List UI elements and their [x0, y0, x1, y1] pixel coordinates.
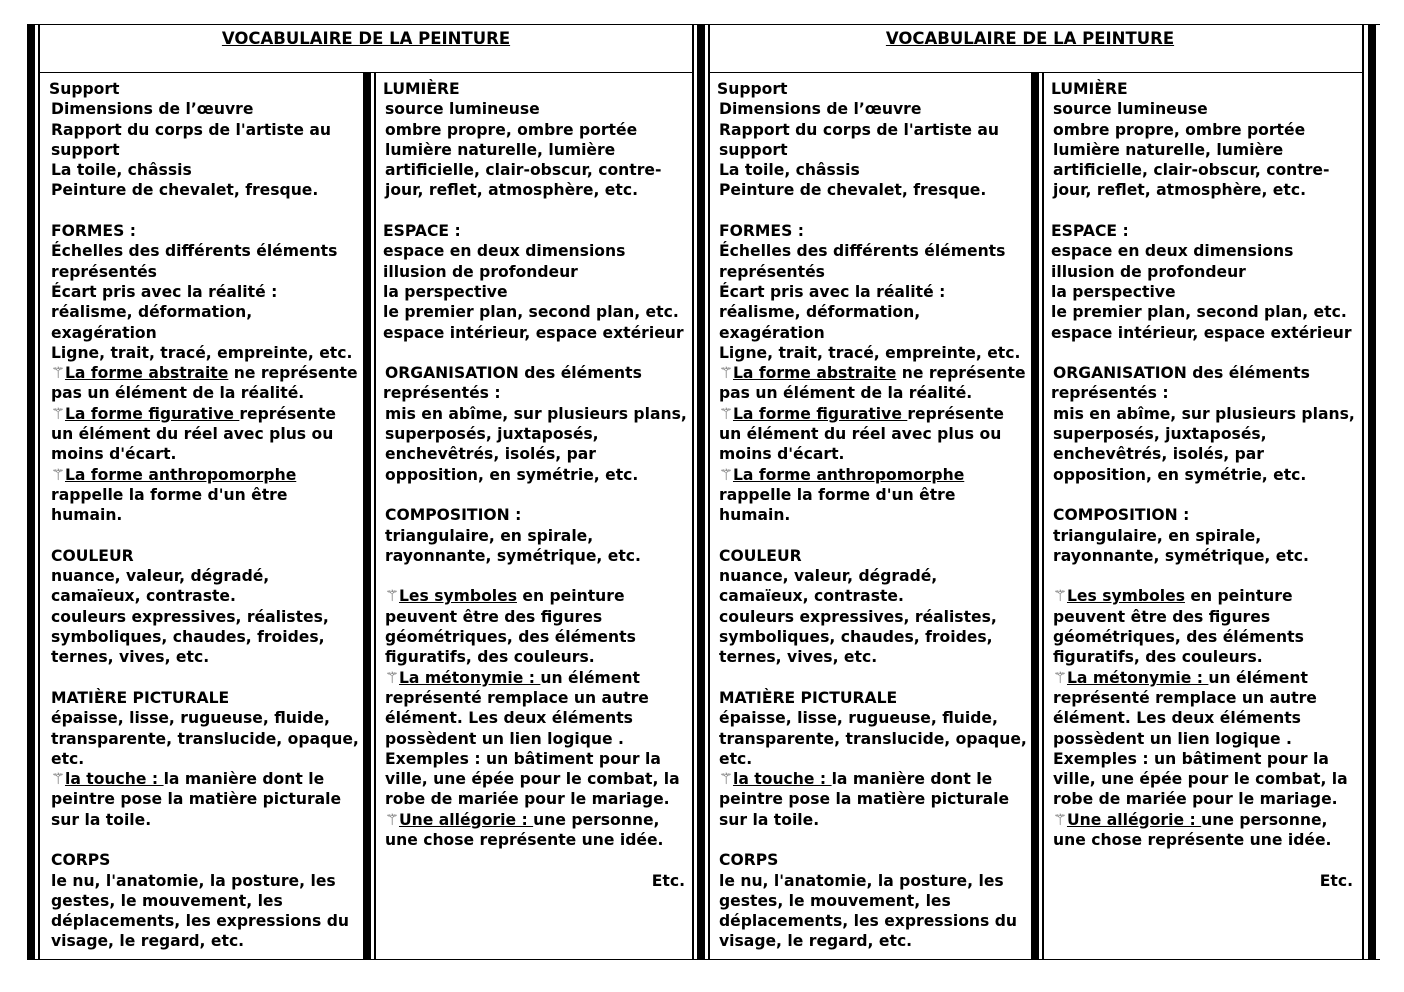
- right-column: [1051, 79, 1353, 891]
- page-title: VOCABULAIRE DE LA PEINTURE: [221, 29, 511, 48]
- caduceus-icon: ⚚: [51, 465, 65, 484]
- term-allegorie: Une allégorie :: [1066, 810, 1202, 829]
- term-touche: la touche :: [64, 770, 164, 789]
- text-line: etc.: [51, 749, 85, 768]
- text-line: une chose représente une idée.: [385, 830, 664, 849]
- lumiere-heading: LUMIÈRE: [1051, 80, 1128, 98]
- text-line: robe de mariée pour le mariage.: [1053, 790, 1338, 809]
- text-line: élément. Les deux éléments: [385, 709, 633, 728]
- text-line: peuvent être des figures: [1053, 607, 1271, 626]
- left-column: [49, 79, 359, 952]
- text-line: réalisme, déformation,: [719, 303, 921, 322]
- text-line: camaïeux, contraste.: [719, 587, 904, 606]
- matiere-heading: MATIÈRE PICTURALE: [719, 688, 898, 707]
- page-title: VOCABULAIRE DE LA PEINTURE: [885, 29, 1175, 48]
- text-line: camaïeux, contraste.: [51, 587, 236, 606]
- right-column: [383, 79, 685, 891]
- text-line: source lumineuse: [385, 100, 540, 119]
- text-fragment: représente: [907, 404, 1005, 423]
- text-fragment: ne représente: [896, 364, 1026, 383]
- term-symboles: Les symboles: [398, 587, 517, 606]
- text-line: Peinture de chevalet, fresque.: [51, 181, 319, 200]
- text-line: illusion de profondeur: [383, 262, 578, 281]
- text-line: nuance, valeur, dégradé,: [51, 567, 270, 586]
- organisation-heading: ORGANISATION des éléments: [385, 364, 642, 383]
- text-line: exagération: [719, 323, 825, 342]
- text-line: représentés: [719, 262, 825, 281]
- formes-heading: FORMES :: [51, 222, 136, 241]
- text-line: géométriques, des éléments: [1053, 628, 1304, 647]
- vocabulary-sheet-left: [27, 24, 705, 960]
- text-line: la perspective: [1051, 282, 1176, 301]
- composition-heading: COMPOSITION :: [1053, 506, 1190, 525]
- text-line: robe de mariée pour le mariage.: [385, 790, 670, 809]
- espace-heading: ESPACE :: [1051, 222, 1129, 241]
- text-line: support: [51, 140, 120, 159]
- text-line: moins d'écart.: [719, 445, 845, 464]
- caduceus-icon: ⚚: [385, 587, 399, 606]
- text-line: géométriques, des éléments: [385, 628, 636, 647]
- caduceus-icon: ⚚: [719, 465, 733, 484]
- caduceus-icon: ⚚: [385, 668, 399, 687]
- text-fragment: ne représente: [228, 364, 358, 383]
- text-line: le nu, l'anatomie, la posture, les: [719, 871, 1004, 890]
- term-forme-figurative: La forme figurative: [732, 404, 908, 423]
- text-line: symboliques, chaudes, froides,: [719, 628, 993, 647]
- text-line: représentés: [51, 262, 157, 281]
- text-line: couleurs expressives, réalistes,: [51, 607, 329, 626]
- text-line: couleurs expressives, réalistes,: [719, 607, 997, 626]
- text-line: pas un élément de la réalité.: [51, 384, 305, 403]
- text-line: artificielle, clair-obscur, contre-: [1053, 161, 1330, 180]
- text-line: opposition, en symétrie, etc.: [385, 465, 639, 484]
- text-line: symboliques, chaudes, froides,: [51, 628, 325, 647]
- term-forme-abstraite: La forme abstraite: [64, 364, 229, 383]
- term-forme-figurative: La forme figurative: [64, 404, 240, 423]
- caduceus-icon: ⚚: [719, 404, 733, 423]
- text-line: le nu, l'anatomie, la posture, les: [51, 871, 336, 890]
- border-bar: [27, 25, 35, 959]
- text-line: épaisse, lisse, rugueuse, fluide,: [51, 709, 330, 728]
- composition-heading: COMPOSITION :: [385, 506, 522, 525]
- text-line: Rapport du corps de l'artiste au: [719, 120, 1000, 139]
- caduceus-icon: ⚚: [51, 364, 65, 383]
- text-line: réalisme, déformation,: [51, 303, 253, 322]
- text-line: pas un élément de la réalité.: [719, 384, 973, 403]
- border-bar: [692, 25, 694, 959]
- text-line: sur la toile.: [719, 810, 820, 829]
- text-line: rayonnante, symétrique, etc.: [1053, 546, 1309, 565]
- text-line: déplacements, les expressions du: [719, 912, 1017, 931]
- text-line: Exemples : un bâtiment pour la: [385, 749, 661, 768]
- text-line: une chose représente une idée.: [1053, 830, 1332, 849]
- vocabulary-sheet-right: [695, 24, 1380, 960]
- text-line: Peinture de chevalet, fresque.: [719, 181, 987, 200]
- text-line: figuratifs, des couleurs.: [385, 648, 595, 667]
- text-line: transparente, translucide, opaque,: [51, 729, 359, 748]
- border-bar: [697, 25, 705, 959]
- text-line: épaisse, lisse, rugueuse, fluide,: [719, 709, 998, 728]
- text-fragment: la manière dont le: [831, 770, 993, 789]
- text-line: ombre propre, ombre portée: [385, 120, 638, 139]
- column-divider: [374, 73, 376, 959]
- text-line: Dimensions de l’œuvre: [719, 100, 922, 119]
- text-line: déplacements, les expressions du: [51, 912, 349, 931]
- caduceus-icon: ⚚: [385, 810, 399, 829]
- text-line: Écart pris avec la réalité :: [51, 282, 278, 301]
- caduceus-icon: ⚚: [51, 404, 65, 423]
- text-line: représenté remplace un autre: [385, 688, 649, 707]
- text-line: ternes, vives, etc.: [719, 648, 878, 667]
- text-line: nuance, valeur, dégradé,: [719, 567, 938, 586]
- text-line: humain.: [719, 506, 791, 525]
- text-fragment: la manière dont le: [163, 770, 325, 789]
- corps-heading: CORPS: [51, 851, 111, 870]
- text-line: figuratifs, des couleurs.: [1053, 648, 1263, 667]
- header-divider: [709, 72, 1363, 73]
- text-line: représentés :: [1051, 384, 1169, 403]
- text-line: possèdent un lien logique .: [1053, 729, 1292, 748]
- text-line: humain.: [51, 506, 123, 525]
- text-fragment: un élément: [1208, 668, 1308, 687]
- text-line: Rapport du corps de l'artiste au: [51, 120, 332, 139]
- text-line: enchevêtrés, isolés, par: [1053, 445, 1264, 464]
- text-line: mis en abîme, sur plusieurs plans,: [385, 404, 687, 423]
- text-line: un élément du réel avec plus ou: [51, 425, 334, 444]
- caduceus-icon: ⚚: [719, 770, 733, 789]
- border-bar: [1368, 25, 1376, 959]
- text-line: le premier plan, second plan, etc.: [1051, 303, 1347, 322]
- text-line: superposés, juxtaposés,: [1053, 425, 1267, 444]
- text-line: Ligne, trait, tracé, empreinte, etc.: [51, 343, 353, 362]
- text-line: peintre pose la matière picturale: [51, 790, 342, 809]
- text-line: triangulaire, en spirale,: [1053, 526, 1262, 545]
- border-bar: [1362, 25, 1364, 959]
- text-fragment: en peinture: [1184, 587, 1293, 606]
- text-line: moins d'écart.: [51, 445, 177, 464]
- text-line: Échelles des différents éléments: [51, 242, 338, 261]
- formes-heading: FORMES :: [719, 222, 804, 241]
- column-divider: [363, 73, 371, 959]
- text-line: le premier plan, second plan, etc.: [383, 303, 679, 322]
- text-line: la perspective: [383, 282, 508, 301]
- caduceus-icon: ⚚: [1053, 668, 1067, 687]
- text-line: artificielle, clair-obscur, contre-: [385, 161, 662, 180]
- text-line: espace intérieur, espace extérieur: [383, 323, 684, 342]
- text-line: triangulaire, en spirale,: [385, 526, 594, 545]
- text-line: La toile, châssis: [51, 161, 192, 180]
- couleur-heading: COULEUR: [719, 546, 802, 565]
- text-line: gestes, le mouvement, les: [51, 891, 283, 910]
- text-line: etc.: [719, 749, 753, 768]
- caduceus-icon: ⚚: [719, 364, 733, 383]
- text-fragment: en peinture: [516, 587, 625, 606]
- text-line: élément. Les deux éléments: [1053, 709, 1301, 728]
- text-line: ternes, vives, etc.: [51, 648, 210, 667]
- etc-label: Etc.: [1319, 871, 1353, 890]
- term-allegorie: Une allégorie :: [398, 810, 534, 829]
- text-fragment: une personne,: [533, 810, 660, 829]
- term-forme-anthropomorphe: La forme anthropomorphe: [64, 465, 297, 484]
- text-line: gestes, le mouvement, les: [719, 891, 951, 910]
- caduceus-icon: ⚚: [1053, 587, 1067, 606]
- support-heading: Support: [717, 80, 788, 98]
- corps-heading: CORPS: [719, 851, 779, 870]
- term-forme-abstraite: La forme abstraite: [732, 364, 897, 383]
- left-column: [717, 79, 1027, 952]
- text-line: transparente, translucide, opaque,: [719, 729, 1027, 748]
- column-divider: [1042, 73, 1044, 959]
- text-line: espace en deux dimensions: [383, 242, 626, 261]
- text-line: Ligne, trait, tracé, empreinte, etc.: [719, 343, 1021, 362]
- text-line: représentés :: [383, 384, 501, 403]
- text-fragment: représente: [239, 404, 337, 423]
- text-line: Échelles des différents éléments: [719, 242, 1006, 261]
- organisation-heading: ORGANISATION des éléments: [1053, 364, 1310, 383]
- caduceus-icon: ⚚: [51, 770, 65, 789]
- text-line: ville, une épée pour le combat, la: [385, 770, 680, 789]
- text-line: rappelle la forme d'un être: [719, 485, 956, 504]
- term-forme-anthropomorphe: La forme anthropomorphe: [732, 465, 965, 484]
- text-line: Dimensions de l’œuvre: [51, 100, 254, 119]
- couleur-heading: COULEUR: [51, 546, 134, 565]
- text-line: visage, le regard, etc.: [51, 932, 245, 951]
- etc-label: Etc.: [651, 871, 685, 890]
- support-heading: Support: [49, 80, 120, 98]
- text-line: lumière naturelle, lumière: [385, 140, 616, 159]
- text-line: enchevêtrés, isolés, par: [385, 445, 596, 464]
- text-line: représenté remplace un autre: [1053, 688, 1317, 707]
- text-line: Écart pris avec la réalité :: [719, 282, 946, 301]
- espace-heading: ESPACE :: [383, 222, 461, 241]
- text-fragment: un élément: [540, 668, 640, 687]
- text-line: sur la toile.: [51, 810, 152, 829]
- text-line: exagération: [51, 323, 157, 342]
- text-line: source lumineuse: [1053, 100, 1208, 119]
- text-line: lumière naturelle, lumière: [1053, 140, 1284, 159]
- text-line: un élément du réel avec plus ou: [719, 425, 1002, 444]
- text-line: support: [719, 140, 788, 159]
- term-symboles: Les symboles: [1066, 587, 1185, 606]
- term-metonymie: La métonymie :: [1066, 668, 1209, 687]
- border-bar: [38, 25, 40, 959]
- lumiere-heading: LUMIÈRE: [383, 80, 460, 98]
- text-fragment: une personne,: [1201, 810, 1328, 829]
- text-line: opposition, en symétrie, etc.: [1053, 465, 1307, 484]
- text-line: rayonnante, symétrique, etc.: [385, 546, 641, 565]
- text-line: espace en deux dimensions: [1051, 242, 1294, 261]
- text-line: mis en abîme, sur plusieurs plans,: [1053, 404, 1355, 423]
- column-divider: [1031, 73, 1039, 959]
- matiere-heading: MATIÈRE PICTURALE: [51, 688, 230, 707]
- text-line: ombre propre, ombre portée: [1053, 120, 1306, 139]
- text-line: possèdent un lien logique .: [385, 729, 624, 748]
- text-line: superposés, juxtaposés,: [385, 425, 599, 444]
- text-line: jour, reflet, atmosphère, etc.: [1053, 181, 1306, 200]
- text-line: ville, une épée pour le combat, la: [1053, 770, 1348, 789]
- text-line: Exemples : un bâtiment pour la: [1053, 749, 1329, 768]
- text-line: rappelle la forme d'un être: [51, 485, 288, 504]
- text-line: illusion de profondeur: [1051, 262, 1246, 281]
- text-line: peuvent être des figures: [385, 607, 603, 626]
- border-bar: [708, 25, 710, 959]
- text-line: La toile, châssis: [719, 161, 860, 180]
- caduceus-icon: ⚚: [1053, 810, 1067, 829]
- text-line: espace intérieur, espace extérieur: [1051, 323, 1352, 342]
- text-line: jour, reflet, atmosphère, etc.: [385, 181, 638, 200]
- text-line: visage, le regard, etc.: [719, 932, 913, 951]
- term-touche: la touche :: [732, 770, 832, 789]
- text-line: peintre pose la matière picturale: [719, 790, 1010, 809]
- header-divider: [39, 72, 693, 73]
- term-metonymie: La métonymie :: [398, 668, 541, 687]
